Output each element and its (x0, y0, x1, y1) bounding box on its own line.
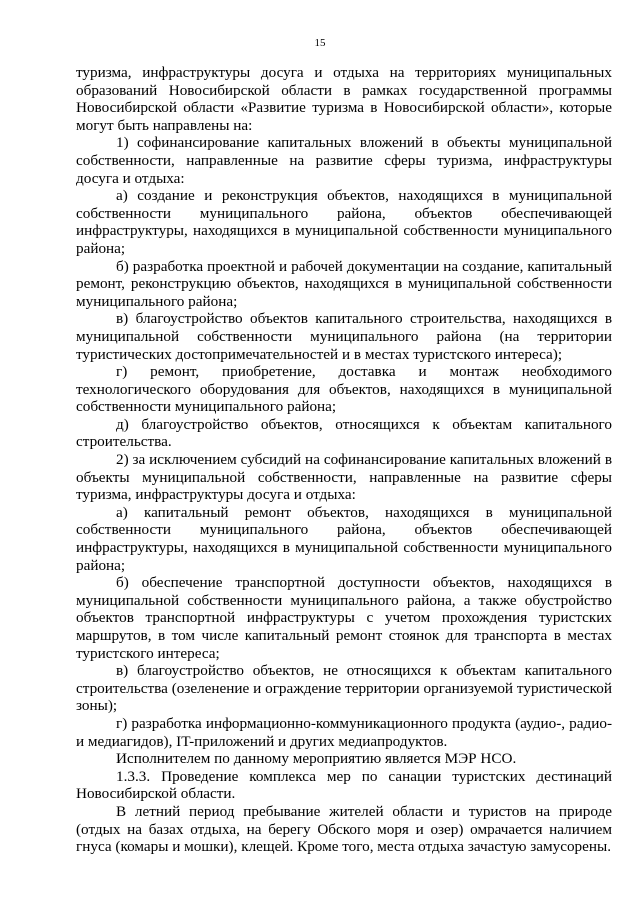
paragraph-item-1a: а) создание и реконструкция объектов, находящихся в муниципальной собственности муниципального района, объектов обеспечивающей инфраструктуры, находящихся в муниципальной собственности муниципального района; (76, 187, 612, 257)
paragraph-continuation: туризма, инфраструктуры досуга и отдыха на территориях муниципальных образований Новосибирской области в рамках государственной программы Новосибирской области «Развитие туризма в Новосибирской области», которые могут быть направлены на: (76, 64, 612, 134)
paragraph-item-1c: в) благоустройство объектов капитального строительства, находящихся в муниципальной собственности муниципального района (на территории туристических достопримечательностей и в местах туристского интереса); (76, 310, 612, 363)
paragraph-item-1d: г) ремонт, приобретение, доставка и монтаж необходимого технологического оборудования для объектов, находящихся в муниципальной собственности муниципального района; (76, 363, 612, 416)
paragraph-item-2: 2) за исключением субсидий на софинансирование капитальных вложений в объекты муниципальной собственности, направленные на развитие сферы туризма, инфраструктуры досуга и отдыха: (76, 451, 612, 504)
paragraph-summer-period: В летний период пребывание жителей области и туристов на природе (отдых на базах отдыха, на берегу Обского моря и озер) омрачается наличием гнуса (комары и мошки), клещей. Кроме того, места отдыха зачастую замусорены. (76, 802, 612, 856)
paragraph-item-2d: г) разработка информационно-коммуникационного продукта (аудио-, радио- и медиагидов), IT-приложений и других медиапродуктов. (76, 714, 612, 750)
paragraph-item-1: 1) софинансирование капитальных вложений в объекты муниципальной собственности, направленные на развитие сферы туризма, инфраструктуры досуга и отдыха: (76, 134, 612, 187)
paragraph-executor: Исполнителем по данному мероприятию является МЭР НСО. (116, 750, 517, 768)
paragraph-item-2c: в) благоустройство объектов, не относящихся к объектам капитального строительства (озеленение и ограждение территории организуемой туристической зоны); (76, 662, 612, 715)
paragraph-item-2a: а) капитальный ремонт объектов, находящихся в муниципальной собственности муниципального района, объектов обеспечивающей инфраструктуры, находящихся в муниципальной собственности муниципального района; (76, 503, 612, 574)
paragraph-item-2b: б) обеспечение транспортной доступности объектов, находящихся в муниципальной собственности муниципального района, а также обустройство объектов транспортной инфраструктуры с учетом прохождения туристских маршрутов, в том числе капитальный ремонт стоянок для транспорта в местах туристского интереса; (76, 574, 612, 662)
page-number: 15 (314, 37, 326, 49)
paragraph-item-1b: б) разработка проектной и рабочей документации на создание, капитальный ремонт, реконструкцию объектов, находящихся в муниципальной собственности муниципального района; (76, 257, 612, 310)
document-body (76, 64, 612, 856)
section-heading-1-3-3: 1.3.3. Проведение комплекса мер по санации туристских дестинаций Новосибирской области. (76, 767, 612, 803)
paragraph-item-1e: д) благоустройство объектов, относящихся к объектам капитального строительства. (76, 415, 612, 451)
